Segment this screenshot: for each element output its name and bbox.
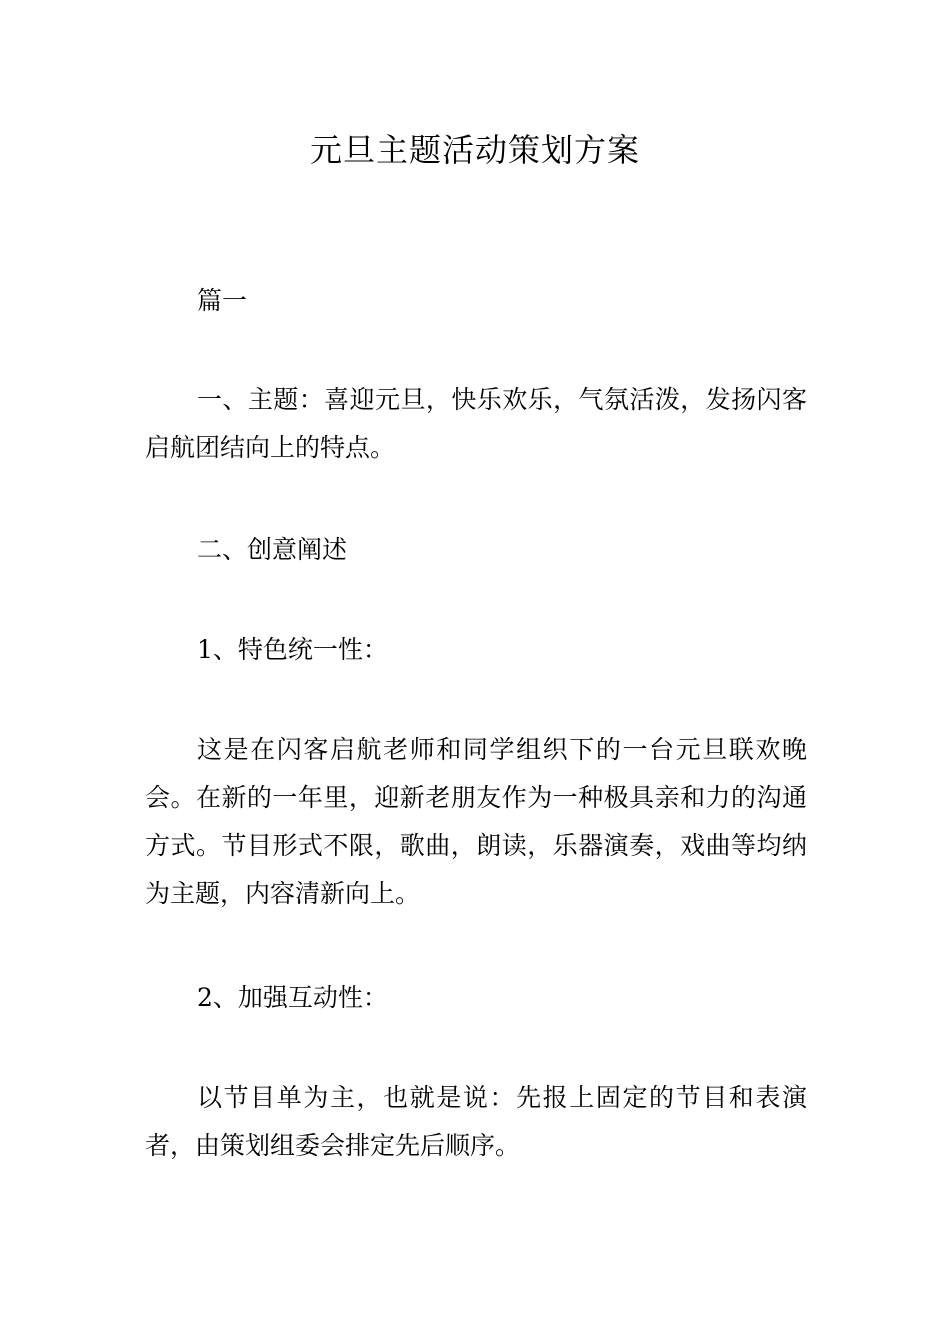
paragraph-theme: 一、主题：喜迎元旦，快乐欢乐，气氛活泼，发扬闪客启航团结向上的特点。: [145, 385, 807, 462]
paragraph-interaction-body: 以节目单为主，也就是说：先报上固定的节目和表演者，由策划组委会排定先后顺序。: [145, 1083, 807, 1160]
heading-unity: 1、特色统一性：: [197, 635, 388, 664]
paragraph-unity-body: 这是在闪客启航老师和同学组织下的一台元旦联欢晚会。在新的一年里，迎新老朋友作为一种极具亲和力的沟通方式。节目形式不限，歌曲，朗读，乐器演奏，戏曲等均纳为主题，内容清新向上。: [145, 735, 807, 908]
section-label-part-one: 篇一: [197, 286, 248, 315]
document-title: 元旦主题活动策划方案: [309, 131, 640, 169]
heading-creative-statement: 二、创意阐述: [197, 535, 348, 564]
heading-interaction: 2、加强互动性：: [197, 983, 388, 1012]
